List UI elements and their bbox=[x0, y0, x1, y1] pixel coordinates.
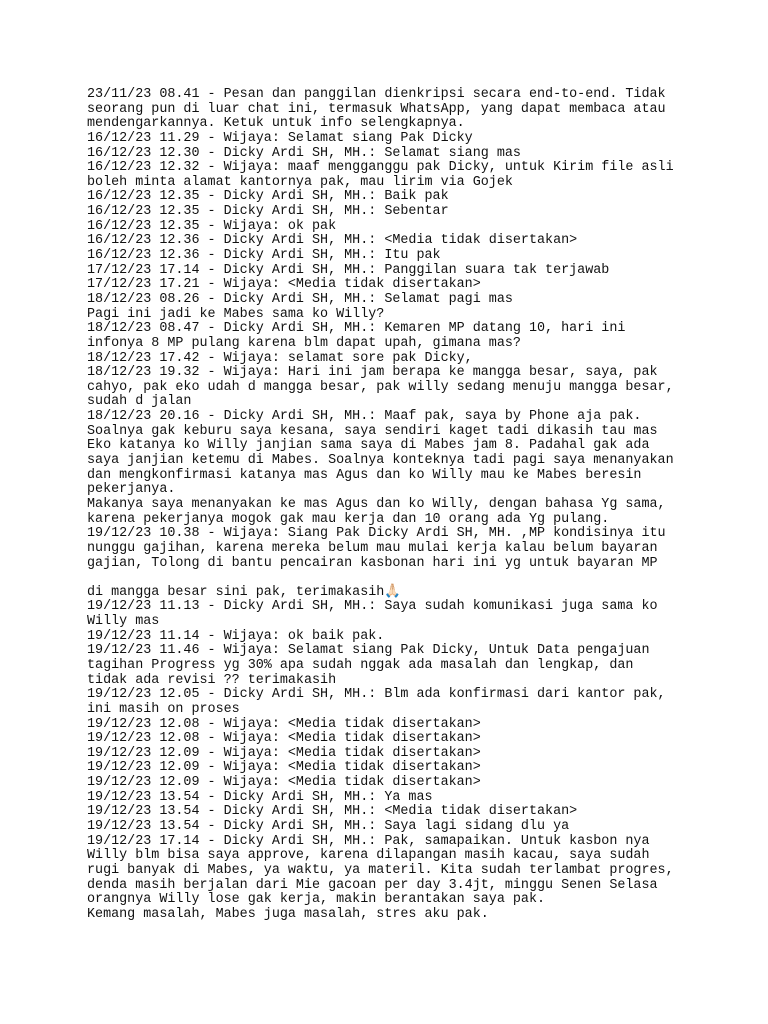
transcript-line: nunggu gajihan, karena mereka belum mau mulai kerja kalau belum bayaran bbox=[87, 540, 658, 556]
transcript-line: saya janjian ketemu di Mabes. Soalnya konteknya tadi pagi saya menanyakan bbox=[87, 453, 674, 469]
transcript-line: karena pekerjanya mogok gak mau kerja dan 10 orang ada Yg pulang. bbox=[87, 511, 610, 527]
chat-transcript-page bbox=[87, 88, 687, 923]
transcript-line: 16/12/23 12.30 - Dicky Ardi SH, MH.: Selamat siang mas bbox=[87, 145, 521, 161]
transcript-line bbox=[87, 571, 687, 586]
transcript-line: Soalnya gak keburu saya kesana, saya sendiri kaget tadi dikasih tau mas bbox=[87, 423, 658, 439]
transcript-line: 16/12/23 11.29 - Wijaya: Selamat siang Pak Dicky bbox=[87, 130, 473, 146]
transcript-line: 19/12/23 17.14 - Dicky Ardi SH, MH.: Pak, samapaikan. Untuk kasbon nya bbox=[87, 833, 650, 849]
transcript-line: 19/12/23 12.09 - Wijaya: <Media tidak disertakan> bbox=[87, 775, 481, 791]
transcript-line: 19/12/23 12.05 - Dicky Ardi SH, MH.: Blm ada konfirmasi dari kantor pak, bbox=[87, 687, 666, 703]
transcript-line: 23/11/23 08.41 - Pesan dan panggilan dienkripsi secara end-to-end. Tidak bbox=[87, 87, 666, 102]
transcript-line: ini masih on proses bbox=[87, 701, 240, 717]
transcript-line: 19/12/23 11.46 - Wijaya: Selamat siang Pak Dicky, Untuk Data pengajuan bbox=[87, 643, 650, 659]
transcript-line: 18/12/23 08.47 - Dicky Ardi SH, MH.: Kemaren MP datang 10, hari ini bbox=[87, 321, 626, 337]
transcript-line: tagihan Progress yg 30% apa sudah nggak ada masalah dan lengkap, dan bbox=[87, 657, 634, 673]
transcript-line: 16/12/23 12.35 - Dicky Ardi SH, MH.: Baik pak bbox=[87, 189, 449, 205]
transcript-line: 19/12/23 12.08 - Wijaya: <Media tidak disertakan> bbox=[87, 731, 481, 747]
transcript-line: 19/12/23 12.09 - Wijaya: <Media tidak disertakan> bbox=[87, 745, 481, 761]
transcript-line: 19/12/23 13.54 - Dicky Ardi SH, MH.: Ya mas bbox=[87, 789, 433, 805]
transcript-line: Willy mas bbox=[87, 614, 160, 630]
transcript-line: 16/12/23 12.35 - Dicky Ardi SH, MH.: Sebentar bbox=[87, 204, 449, 220]
transcript-line: 16/12/23 12.35 - Wijaya: ok pak bbox=[87, 218, 337, 234]
transcript-line: 17/12/23 17.14 - Dicky Ardi SH, MH.: Panggilan suara tak terjawab bbox=[87, 262, 610, 278]
transcript-line: 19/12/23 10.38 - Wijaya: Siang Pak Dicky Ardi SH, MH. ,MP kondisinya itu bbox=[87, 526, 666, 542]
transcript-line: 17/12/23 17.21 - Wijaya: <Media tidak disertakan> bbox=[87, 277, 481, 293]
transcript-line: 18/12/23 17.42 - Wijaya: selamat sore pak Dicky, bbox=[87, 350, 473, 366]
transcript-line: Makanya saya menanyakan ke mas Agus dan ko Willy, dengan bahasa Yg sama, bbox=[87, 496, 666, 512]
transcript-line: 19/12/23 12.09 - Wijaya: <Media tidak disertakan> bbox=[87, 760, 481, 776]
transcript-line: denda masih berjalan dari Mie gacoan per day 3.4jt, minggu Senen Selasa bbox=[87, 877, 658, 893]
transcript-line: tidak ada revisi ?? terimakasih bbox=[87, 672, 337, 688]
transcript-line: 16/12/23 12.32 - Wijaya: maaf mengganggu pak Dicky, untuk Kirim file asli bbox=[87, 160, 674, 176]
transcript-line: 19/12/23 13.54 - Dicky Ardi SH, MH.: Saya lagi sidang dlu ya bbox=[87, 819, 570, 835]
transcript-line: cahyo, pak eko udah d mangga besar, pak willy sedang menuju mangga besar, bbox=[87, 379, 674, 395]
transcript-line: dan mengkonfirmasi katanya mas Agus dan ko Willy mau ke Mabes beresin bbox=[87, 467, 642, 483]
transcript-line: 18/12/23 19.32 - Wijaya: Hari ini jam berapa ke mangga besar, saya, pak bbox=[87, 365, 658, 381]
transcript-line: 19/12/23 12.08 - Wijaya: <Media tidak disertakan> bbox=[87, 716, 481, 732]
transcript-line: pekerjanya. bbox=[87, 482, 176, 498]
transcript-line: 16/12/23 12.36 - Dicky Ardi SH, MH.: Itu pak bbox=[87, 248, 441, 264]
transcript-line: Kemang masalah, Mabes juga masalah, stres aku pak. bbox=[87, 906, 489, 922]
transcript-line: 19/12/23 11.13 - Dicky Ardi SH, MH.: Saya sudah komunikasi juga sama ko bbox=[87, 599, 658, 615]
transcript-line: Willy blm bisa saya approve, karena dilapangan masih kacau, saya sudah bbox=[87, 848, 650, 864]
transcript-line: 19/12/23 13.54 - Dicky Ardi SH, MH.: <Media tidak disertakan> bbox=[87, 804, 578, 820]
transcript-line: rugi banyak di Mabes, ya waktu, ya materil. Kita sudah terlambat progres, bbox=[87, 862, 674, 878]
transcript-line: mendengarkannya. Ketuk untuk info selengkapnya. bbox=[87, 116, 465, 132]
transcript-line: 18/12/23 20.16 - Dicky Ardi SH, MH.: Maaf pak, saya by Phone aja pak. bbox=[87, 409, 642, 425]
transcript-line: seorang pun di luar chat ini, termasuk WhatsApp, yang dapat membaca atau bbox=[87, 101, 666, 117]
transcript-line: 16/12/23 12.36 - Dicky Ardi SH, MH.: <Media tidak disertakan> bbox=[87, 233, 578, 249]
transcript-line: infonya 8 MP pulang karena blm dapat upah, gimana mas? bbox=[87, 335, 521, 351]
transcript-line: 18/12/23 08.26 - Dicky Ardi SH, MH.: Selamat pagi mas bbox=[87, 291, 513, 307]
transcript-line: 19/12/23 11.14 - Wijaya: ok baik pak. bbox=[87, 628, 385, 644]
transcript-line: Eko katanya ko Willy janjian sama saya di Mabes jam 8. Padahal gak ada bbox=[87, 438, 650, 454]
transcript-line: Pagi ini jadi ke Mabes sama ko Willy? bbox=[87, 306, 385, 322]
transcript-line: orangnya Willy lose gak kerja, makin berantakan saya pak. bbox=[87, 892, 546, 908]
transcript-line: sudah d jalan bbox=[87, 394, 192, 410]
transcript-line: boleh minta alamat kantornya pak, mau lirim via Gojek bbox=[87, 174, 513, 190]
transcript-line: gajian, Tolong di bantu pencairan kasbonan hari ini yg untuk bayaran MP bbox=[87, 555, 658, 571]
transcript-line: di mangga besar sini pak, terimakasih🙏🏻 bbox=[87, 584, 401, 600]
